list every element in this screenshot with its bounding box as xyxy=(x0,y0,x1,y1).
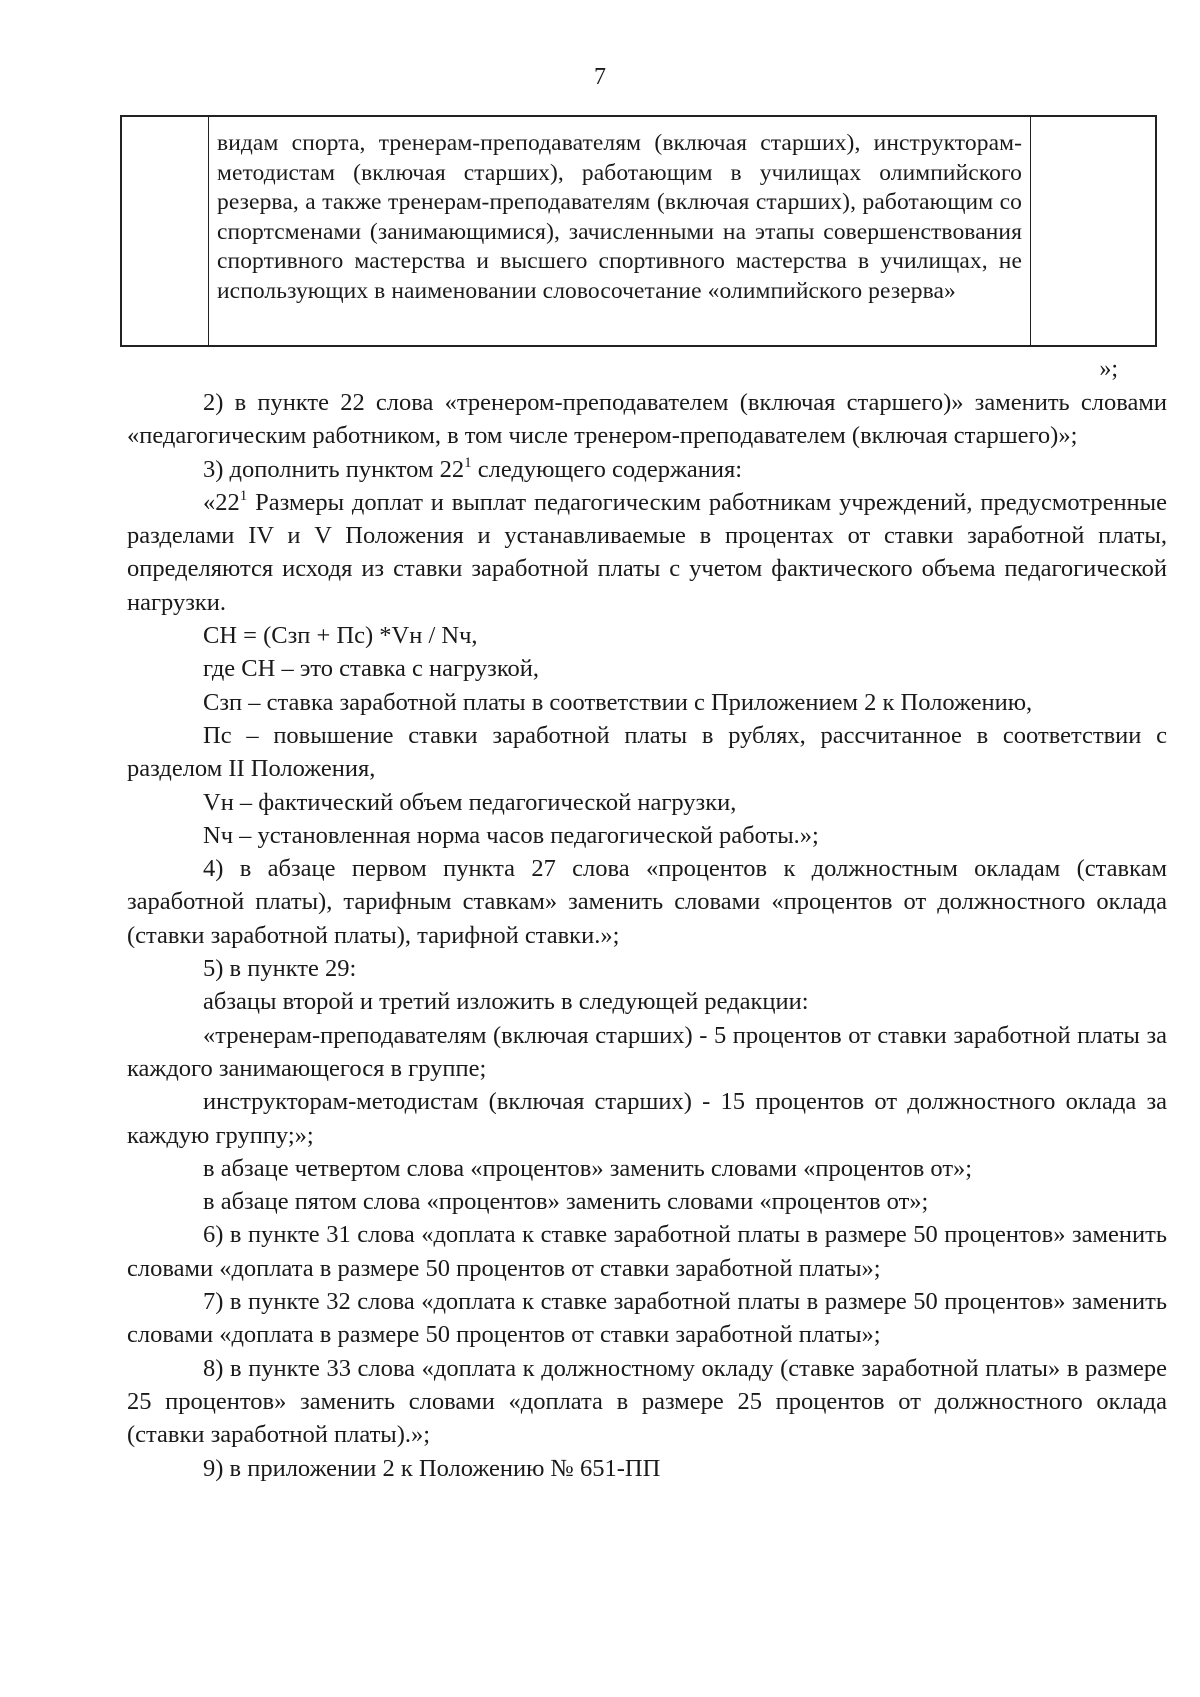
paragraph-item-7: 7) в пункте 32 слова «доплата к ставке заработной платы в размере 50 процентов» заменить словами «доплата в размере 50 процентов от ставки заработной платы»; xyxy=(127,1288,1167,1349)
table-cell-empty-left xyxy=(121,116,209,346)
document-body xyxy=(127,386,1167,1485)
paragraph-item-3 xyxy=(127,453,1167,486)
point-number: «22 xyxy=(203,488,240,516)
definition-vn: Vн – фактический объем педагогической нагрузки, xyxy=(203,788,737,816)
paragraph-item-2: 2) в пункте 22 слова «тренером-преподавателем (включая старшего)» заменить словами «педагогическим работником, в том числе тренером-преподавателем (включая старшего)»; xyxy=(127,389,1167,450)
paragraph-item-9: 9) в приложении 2 к Положению № 651-ПП xyxy=(203,1454,661,1482)
paragraph-point-22-1 xyxy=(127,486,1167,619)
paragraph-item-8: 8) в пункте 33 слова «доплата к должностному окладу (ставке заработной платы» в размере 25 процентов» заменить словами «доплата в размере 25 процентов от должностного оклада (ставки заработной платы).»; xyxy=(127,1354,1167,1449)
paragraph-item-5-intro: абзацы второй и третий изложить в следующей редакции: xyxy=(203,988,809,1016)
definition-nch: Nч – установленная норма часов педагогической работы.»; xyxy=(203,821,819,849)
paragraph-item-6: 6) в пункте 31 слова «доплата к ставке заработной платы в размере 50 процентов» заменить словами «доплата в размере 50 процентов от ставки заработной платы»; xyxy=(127,1221,1167,1282)
table-row xyxy=(121,116,1156,346)
point-text: Размеры доплат и выплат педагогическим работникам учреждений, предусмотренные разделами IV и V Положения и устанавливаемые в процентах от ставки заработной платы, определяются исходя из ставки заработной платы с учетом фактического объема педагогической нагрузки. xyxy=(127,488,1167,616)
superscript: 1 xyxy=(239,487,248,504)
paragraph-item-5-coaches: «тренерам-преподавателям (включая старших) - 5 процентов от ставки заработной платы за каждого занимающегося в группе; xyxy=(127,1021,1167,1082)
page-number: 7 xyxy=(594,64,606,90)
paragraph-item-3-text: 3) дополнить пунктом 22 xyxy=(203,455,465,483)
table-cell-content: видам спорта, тренерам-преподавателям (включая старших), инструкторам-методистам (включая старших), работающим в училищах олимпийского резерва, а также тренерам-преподавателям (включая старших), работающим со спортсменами (занимающимися), зачисленными на этапы совершенствования спортивного мастерства и высшего спортивного мастерства в училищах, не использующих в наименовании словосочетание «олимпийского резерва» xyxy=(217,130,1022,304)
table-cell-text xyxy=(209,116,1031,346)
definition-ps: Пс – повышение ставки заработной платы в рублях, рассчитанное в соответствии с разделом II Положения, xyxy=(127,721,1167,783)
continued-table xyxy=(120,115,1157,347)
paragraph-item-5-fourth: в абзаце четвертом слова «процентов» заменить словами «процентов от»; xyxy=(203,1154,973,1182)
table-close-quote: »; xyxy=(1099,356,1118,382)
superscript: 1 xyxy=(464,454,472,471)
paragraph-item-5-fifth: в абзаце пятом слова «процентов» заменить словами «процентов от»; xyxy=(203,1188,929,1216)
paragraph-item-5-instructors: инструкторам-методистам (включая старших) - 15 процентов от должностного оклада за каждую группу;»; xyxy=(127,1088,1167,1149)
paragraph-item-5: 5) в пункте 29: xyxy=(203,955,357,983)
definition-szp: Сзп – ставка заработной платы в соответствии с Приложением 2 к Положению, xyxy=(203,688,1033,716)
table-cell-empty-right xyxy=(1031,116,1157,346)
formula: СН = (Сзп + Пс) *Vн / Nч, xyxy=(203,622,478,650)
definition-ch: где СН – это ставка с нагрузкой, xyxy=(203,655,539,683)
paragraph-item-4: 4) в абзаце первом пункта 27 слова «процентов к должностным окладам (ставкам заработной платы), тарифным ставкам» заменить словами «процентов от должностного оклада (ставки заработной платы), тарифной ставки.»; xyxy=(127,855,1167,949)
paragraph-item-3-tail: следующего содержания: xyxy=(471,455,743,483)
